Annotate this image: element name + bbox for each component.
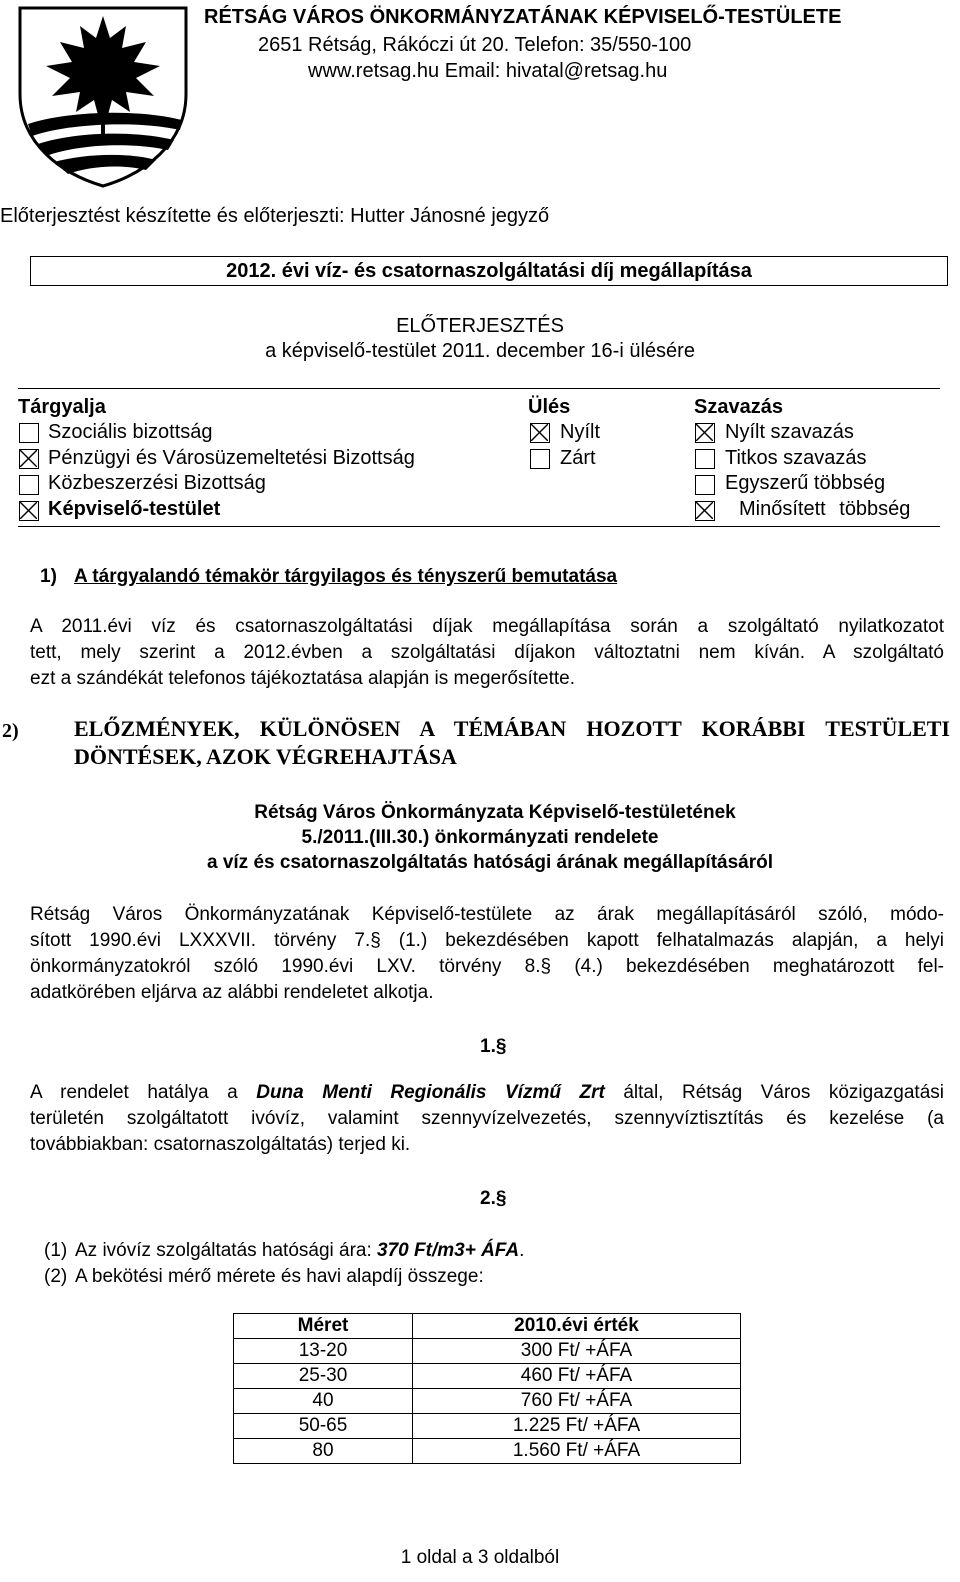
label-penzugyi: Pénzügyi és Városüzemeltetési Bizottság	[48, 447, 415, 469]
company-name: Duna Menti Regionális Vízmű Zrt	[256, 1082, 605, 1103]
item-1	[75, 1240, 524, 1262]
checkbox-kozbeszerzesi[interactable]	[19, 475, 39, 495]
col-header-ules: Ülés	[528, 396, 571, 418]
label-nyilt-szavazas: Nyílt szavazás	[725, 421, 854, 443]
label-egyszeru-tobbseg: Egyszerű többség	[725, 472, 886, 494]
preamble-line-3: önkormányzatokról szóló 1990.évi LXV. törvény 8.§ (4.) bekezdésében meghatározott fel-	[30, 956, 944, 977]
table-row	[234, 1439, 741, 1464]
fee-table	[233, 1313, 741, 1464]
paragraph-1-line-2: területén szolgáltatott ivóvíz, valamint szennyvízelvezetés, szennyvíztisztítás és kezelése (a	[30, 1108, 944, 1129]
checkbox-szocialis[interactable]	[19, 423, 39, 443]
section2-title-2: DÖNTÉSEK, AZOK VÉGREHAJTÁSA	[74, 744, 457, 769]
table-cell-value: 460 Ft/ +ÁFA	[413, 1364, 741, 1389]
table-row	[234, 1364, 741, 1389]
label-szocialis: Szociális bizottság	[48, 421, 213, 443]
header-address: 2651 Rétság, Rákóczi út 20. Telefon: 35/550-100	[258, 34, 692, 56]
checkbox-nyilt-szavazas[interactable]	[695, 423, 715, 443]
table-cell-value: 1.560 Ft/ +ÁFA	[413, 1439, 741, 1464]
section1-number: 1)	[40, 566, 57, 587]
table-cell-value: 760 Ft/ +ÁFA	[413, 1389, 741, 1414]
label-zart-ules: Zárt	[560, 447, 596, 469]
checkbox-kepviselo[interactable]	[19, 501, 39, 521]
table-cell-size: 50-65	[234, 1414, 413, 1439]
subject-text: 2012. évi víz- és csatornaszolgáltatási díj megállapítása	[226, 260, 752, 282]
header-web: www.retsag.hu Email: hivatal@retsag.hu	[308, 60, 668, 82]
item-1-text: Az ivóvíz szolgáltatás hatósági ára:	[75, 1240, 378, 1261]
section1-line-3: ezt a szándékát telefonos tájékoztatása alapján is megerősítette.	[30, 668, 575, 689]
section1-line-2: tett, mely szerint a 2012.évben a szolgáltatási díjakon változtatni nem kíván. A szolgáltató	[30, 642, 944, 663]
paragraph-2-heading: 2.§	[480, 1188, 507, 1209]
label-titkos-szavazas: Titkos szavazás	[725, 447, 867, 469]
table-cell-value: 1.225 Ft/ +ÁFA	[413, 1414, 741, 1439]
paragraph-1-text-b: által, Rétság Város közigazgatási	[604, 1082, 944, 1103]
paragraph-1-line-1	[30, 1082, 944, 1104]
header-title: RÉTSÁG VÁROS ÖNKORMÁNYZATÁNAK KÉPVISELŐ-TESTÜLETE	[204, 6, 842, 28]
table-cell-size: 40	[234, 1389, 413, 1414]
grid-bottom-rule	[18, 526, 940, 527]
item-1-end: .	[519, 1240, 525, 1261]
grid-top-rule	[18, 388, 940, 389]
preamble-line-4: adatkörében eljárva az alábbi rendeletet alkotja.	[30, 982, 434, 1003]
checkbox-penzugyi[interactable]	[19, 449, 39, 469]
table-row	[234, 1414, 741, 1439]
water-price: 370 Ft/m3+ ÁFA	[377, 1240, 520, 1261]
label-nyilt-ules: Nyílt	[560, 421, 600, 443]
checkbox-zart-ules[interactable]	[530, 449, 550, 469]
label-minositett-tobbseg: Minősített többség	[739, 498, 911, 520]
col-header-szavazas: Szavazás	[694, 396, 783, 418]
checkbox-minositett-tobbseg[interactable]	[695, 501, 715, 521]
coat-of-arms-logo	[14, 4, 192, 188]
label-kozbeszerzesi: Közbeszerzési Bizottság	[48, 472, 266, 494]
table-header-meret: Méret	[234, 1314, 413, 1339]
table-row	[234, 1389, 741, 1414]
section1-line-1: A 2011.évi víz és csatornaszolgáltatási díjak megállapítása során a szolgáltató nyilatkozatot	[30, 616, 944, 637]
proposal-meeting: a képviselő-testület 2011. december 16-i ülésére	[265, 340, 695, 362]
table-cell-size: 25-30	[234, 1364, 413, 1389]
table-header-ertek: 2010.évi érték	[413, 1314, 741, 1339]
section1-title: A tárgyalandó témakör tárgyilagos és tényszerű bemutatása	[74, 566, 618, 587]
item-1-number: (1)	[44, 1240, 68, 1261]
table-header-row	[234, 1314, 741, 1339]
table-row	[234, 1339, 741, 1364]
page-footer: 1 oldal a 3 oldalból	[400, 1547, 560, 1568]
table-cell-value: 300 Ft/ +ÁFA	[413, 1339, 741, 1364]
item-2-text: A bekötési mérő mérete és havi alapdíj összege:	[75, 1266, 484, 1287]
paragraph-1-line-3: továbbiakban: csatornaszolgáltatás) terjed ki.	[30, 1134, 411, 1155]
decree-heading-1: Rétság Város Önkormányzata Képviselő-testületének	[254, 802, 736, 823]
checkbox-nyilt-ules[interactable]	[530, 423, 550, 443]
preamble-line-2: sított 1990.évi LXXXVII. törvény 7.§ (1.) bekezdésében kapott felhatalmazás alapján, a helyi	[30, 930, 944, 951]
decree-heading-3: a víz és csatornaszolgáltatás hatósági árának megállapításáról	[206, 852, 774, 873]
table-cell-size: 13-20	[234, 1339, 413, 1364]
item-2-number: (2)	[44, 1266, 68, 1287]
decree-heading-2: 5./2011.(III.30.) önkormányzati rendelete	[301, 827, 659, 848]
label-kepviselo: Képviselő-testület	[48, 498, 221, 520]
checkbox-egyszeru-tobbseg[interactable]	[695, 475, 715, 495]
col-header-targyalja: Tárgyalja	[18, 396, 106, 418]
proposal-heading: ELŐTERJESZTÉS	[396, 315, 564, 337]
section2-title-1: ELŐZMÉNYEK, KÜLÖNÖSEN A TÉMÁBAN HOZOTT KORÁBBI TESTÜLETI	[74, 716, 950, 741]
paragraph-1-heading: 1.§	[480, 1036, 507, 1057]
preparer-line: Előterjesztést készítette és előterjeszti: Hutter Jánosné jegyző	[0, 205, 550, 227]
preamble-line-1: Rétság Város Önkormányzatának Képviselő-testülete az árak megállapításáról szóló, módo-	[30, 904, 944, 925]
subject-box	[30, 256, 948, 286]
section2-number: 2)	[2, 720, 19, 742]
table-cell-size: 80	[234, 1439, 413, 1464]
paragraph-1-text-a: A rendelet hatálya a	[30, 1082, 257, 1103]
checkbox-titkos-szavazas[interactable]	[695, 449, 715, 469]
